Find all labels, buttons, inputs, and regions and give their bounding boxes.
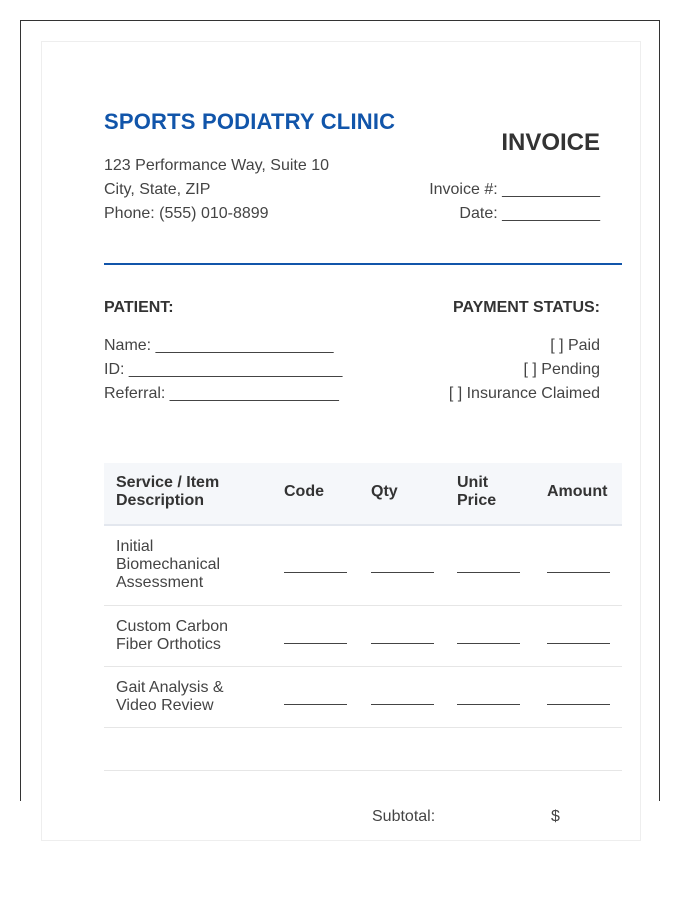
table-row: [104, 667, 622, 728]
invoice-page: [41, 41, 641, 841]
qty-blank: [371, 572, 434, 573]
invoice-date-field: Date: ___________: [459, 205, 600, 222]
amount-blank: [547, 572, 610, 573]
table-spacer-row: [104, 728, 622, 771]
patient-id-field: ID: ________________________: [104, 361, 343, 378]
unit-price-blank: [457, 572, 520, 573]
unit-price-blank: [457, 643, 520, 644]
clinic-address-line2: City, State, ZIP: [104, 181, 211, 198]
table-header-row: [104, 463, 622, 526]
amount-blank: [547, 643, 610, 644]
code-blank: [284, 704, 347, 705]
clinic-name: SPORTS PODIATRY CLINIC: [104, 109, 396, 134]
services-table: [104, 463, 622, 771]
subtotal-currency: $: [551, 808, 560, 825]
header-amount: Amount: [547, 483, 608, 500]
qty-blank: [371, 704, 434, 705]
subtotal-label: Subtotal:: [372, 808, 436, 825]
invoice-title: INVOICE: [501, 129, 600, 156]
clinic-phone: Phone: (555) 010-8899: [104, 205, 269, 222]
row-description: Initial Biomechanical Assessment: [116, 538, 221, 591]
header-code: Code: [284, 483, 324, 500]
header-qty: Qty: [371, 483, 398, 500]
header-description: Service / Item Description: [116, 474, 220, 509]
payment-status-heading: PAYMENT STATUS:: [453, 299, 600, 316]
table-row: [104, 526, 622, 606]
qty-blank: [371, 643, 434, 644]
patient-referral-field: Referral: ___________________: [104, 385, 339, 402]
code-blank: [284, 572, 347, 573]
status-option-paid: [ ] Paid: [550, 337, 600, 354]
amount-blank: [547, 704, 610, 705]
status-option-pending: [ ] Pending: [523, 361, 600, 378]
unit-price-blank: [457, 704, 520, 705]
table-row: [104, 606, 622, 667]
patient-heading: PATIENT:: [104, 299, 174, 316]
row-description: Gait Analysis & Video Review: [116, 679, 224, 714]
document-frame: [20, 20, 660, 825]
patient-name-field: Name: ____________________: [104, 337, 334, 354]
row-description: Custom Carbon Fiber Orthotics: [116, 618, 229, 653]
status-option-insurance-claimed: [ ] Insurance Claimed: [448, 385, 600, 402]
clinic-address-line1: 123 Performance Way, Suite 10: [104, 157, 329, 174]
invoice-number-field: Invoice #: ___________: [429, 181, 600, 198]
header-divider: [104, 263, 622, 265]
code-blank: [284, 643, 347, 644]
header-unit-price: Unit Price: [457, 474, 497, 509]
